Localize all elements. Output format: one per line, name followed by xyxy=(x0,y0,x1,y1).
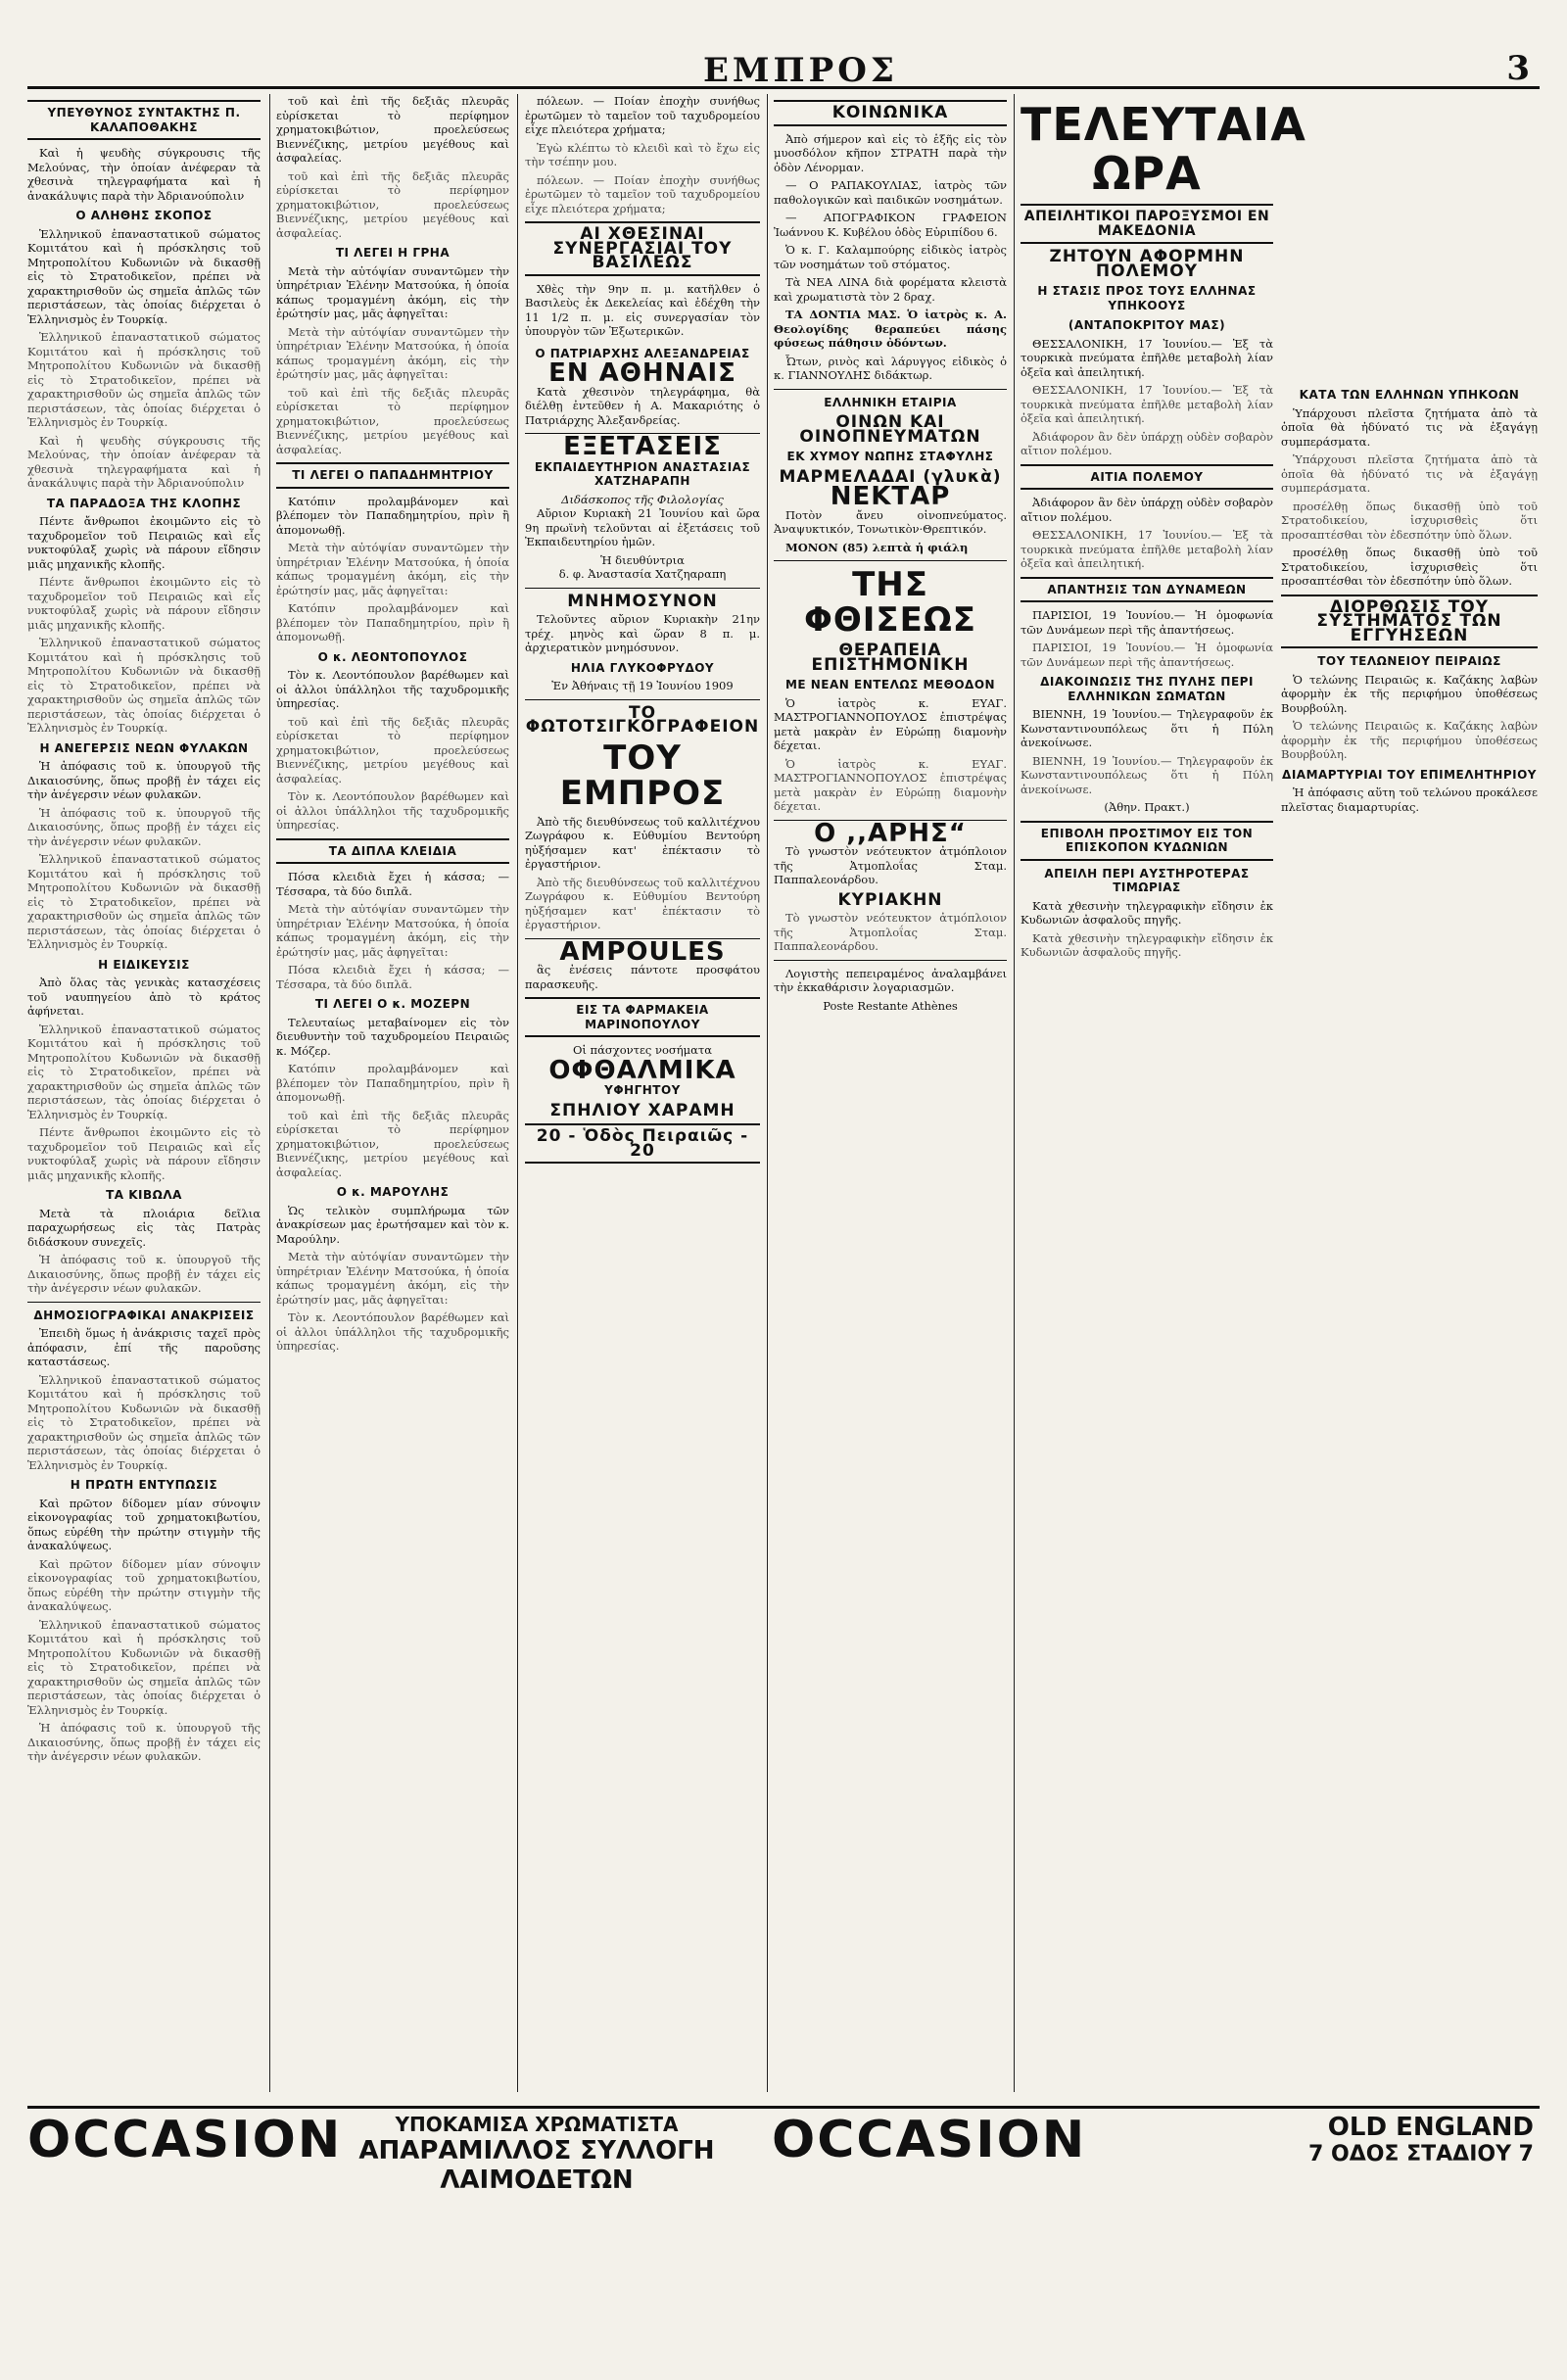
banner-right xyxy=(1308,2113,1534,2166)
article-paragraph: τοῦ καὶ ἐπὶ τῆς δεξιᾶς πλευρᾶς εὑρίσκεται τὸ περίφημον χρηματοκιβώτιον, προελεύσεως Βιεννέζικης, μετρίου μεγέθους καὶ ἀσφαλείας. xyxy=(276,385,509,456)
article-heading: Ο ΠΑΤΡΙΑΡΧΗΣ ΑΛΕΞΑΝΔΡΕΙΑΣ xyxy=(535,346,750,360)
column-rule xyxy=(767,94,768,2092)
article-heading: ΕΠΙΒΟΛΗ ΠΡΟΣΤΙΜΟΥ ΕΙΣ ΤΟΝ ΕΠΙΣΚΟΠΟΝ ΚΥΔΩΝΙΩΝ xyxy=(1021,821,1273,861)
signature: (Ἀθην. Πρακτ.) xyxy=(1104,800,1190,814)
article-paragraph: Μετὰ τὴν αὐτόψίαν συναντῶμεν τὴν ὑπηρέτριαν Ἑλένην Ματσούκα, ἡ ὁποία κάπως τρομαγμένη ἀκόμη, εἰς τὴν ἐρώτησίν μας, μᾶς ἀφηγεῖται: xyxy=(276,902,509,959)
article-paragraph: Μετὰ τὴν αὐτόψίαν συναντῶμεν τὴν ὑπηρέτριαν Ἑλένην Ματσούκα, ἡ ὁποία κάπως τρομαγμένη ἀκόμη, εἰς τὴν ἐρώτησίν μας, μᾶς ἀφηγεῖται: xyxy=(276,1250,509,1307)
ad-heading: ΤΗΣ ΦΘΙΣΕΩΣ xyxy=(803,565,977,640)
article-paragraph: ΠΑΡΙΣΙΟΙ, 19 Ἰουνίου.— Ἡ ὁμοφωνία τῶν Δυνάμεων περὶ τῆς ἀπαντήσεως. xyxy=(1021,608,1273,637)
bottom-banner-ad xyxy=(27,2106,1540,2195)
article-paragraph: Μετὰ τὴν αὐτόψίαν συναντῶμεν τὴν ὑπηρέτριαν Ἑλένην Ματσούκα, ἡ ὁποία κάπως τρομαγμένη ἀκόμη, εἰς τὴν ἐρώτησίν μας, μᾶς ἀφηγεῖται: xyxy=(276,263,509,320)
banner-middle xyxy=(331,2113,742,2195)
article-paragraph: Τελευταίως μεταβαίνομεν εἰς τὸν διευθυντὴν τοῦ ταχυδρομείου Πειραιῶς κ. Μόζερ. xyxy=(276,1015,509,1058)
article-paragraph: Ἀπὸ ὅλας τὰς γενικὰς κατασχέσεις τοῦ ναυπηγείου ἀπὸ τὸ κράτος ἀφήνεται. xyxy=(27,976,261,1018)
article-paragraph: Ἀδιάφορον ἂν δὲν ὑπάρχῃ οὐδὲν σοβαρὸν αἴτιον πολέμου. xyxy=(1021,429,1273,457)
editor-heading: ΥΠΕΥΘΥΝΟΣ ΣΥΝΤΑΚΤΗΣ Π. ΚΑΛΑΠΟΘΑΚΗΣ xyxy=(27,100,261,140)
article-heading: ΔΙΑΚΟΙΝΩΣΙΣ ΤΗΣ ΠΥΛΗΣ ΠΕΡΙ ΕΛΛΗΝΙΚΩΝ ΣΩΜΑΤΩΝ xyxy=(1040,675,1254,703)
article-heading: Ο κ. ΛΕΟΝΤΟΠΟΥΛΟΣ xyxy=(317,649,468,664)
article-paragraph: ΘΕΣΣΑΛΟΝΙΚΗ, 17 Ἰουνίου.— Ἐξ τὰ τουρκικὰ πνεύματα ἐπῆλθε μεταβολὴ λίαν ὀξεῖα καὶ ἀπειλητική. xyxy=(1021,336,1273,379)
article-paragraph: Πέντε ἄνθρωποι ἐκοιμῶντο εἰς τὸ ταχυδρομεῖον τοῦ Πειραιῶς καὶ εἷς νυκτοφύλαξ χωρὶς νὰ πάρουν εἴδησιν μιᾶς μηχανικῆς κλοπῆς. xyxy=(27,575,261,632)
article-paragraph: Χθὲς τὴν 9ην π. μ. κατῆλθεν ὁ Βασιλεὺς ἐκ Δεκελείας καὶ ἐδέχθη τὴν 11 1/2 π. μ. εἰς συνεργασίαν τὸν ὑπουργὸν τῶν Ἐξωτερικῶν. xyxy=(525,281,760,338)
article-paragraph: Ἡ ἀπόφασις τοῦ κ. ὑπουργοῦ τῆς Δικαιοσύνης, ὅπως προβῇ ἐν τάχει εἰς τὴν ἀνέγερσιν νέων φυλακῶν. xyxy=(27,1721,261,1763)
article-paragraph: Πόσα κλειδιὰ ἔχει ἡ κάσσα; — Τέσσαρα, τὰ δύο διπλᾶ. xyxy=(276,963,509,991)
column-4 xyxy=(774,94,1007,2092)
ad-text: Ὁ ἰατρὸς κ. ΕΥΑΓ. ΜΑΣΤΡΟΓΙΑΝΝΟΠΟΥΛΟΣ ἐπιστρέψας μετὰ μακρὰν ἐν Εὐρώπῃ διαμονὴν δέχεται. xyxy=(774,695,1007,752)
article-paragraph: Ἑλληνικοῦ ἐπαναστατικοῦ σώματος Κομιτάτου καὶ ἡ πρόσκλησις τοῦ Μητροπολίτου Κυδωνιῶν νὰ δικασθῇ εἰς τὸ Στρατοδικεῖον, πρέπει νὰ χαρακτηρισθοῦν ὡς σημεῖα ἀπλῶς τῶν περιστάσεων, τὰς ὁποίας διέρχεται ὁ Ἑλληνισμὸς ἐν Τουρκίᾳ. xyxy=(27,1372,261,1472)
article-paragraph: Τὸν κ. Λεοντόπουλον βαρέθωμεν καὶ οἱ ἀλλοι ὑπάλληλοι τῆς ταχυδρομικῆς ὑπηρεσίας. xyxy=(276,668,509,710)
article-paragraph: — Ο ΡΑΠΑΚΟΥΛΙΑΣ, ἰατρὸς τῶν παθολογικῶν καὶ παιδικῶν νοσημάτων. xyxy=(774,178,1007,207)
ad-subheading: ΥΦΗΓΗΤΟΥ xyxy=(604,1083,681,1097)
ad-heading: ΘΕΡΑΠΕΙΑ ΕΠΙΣΤΗΜΟΝΙΚΗ xyxy=(811,641,970,675)
article-heading: ΤΑ ΔΙΠΛΑ ΚΛΕΙΔΙΑ xyxy=(276,838,509,865)
column-5 xyxy=(1021,94,1306,2092)
ad-text: Ὁ ἰατρὸς κ. ΕΥΑΓ. ΜΑΣΤΡΟΓΙΑΝΝΟΠΟΥΛΟΣ ἐπιστρέψας μετὰ μακρὰν ἐν Εὐρώπῃ διαμονὴν δέχεται. xyxy=(774,756,1007,813)
column-rule xyxy=(269,94,270,2092)
article-paragraph: — ΑΠΟΓΡΑΦΙΚΟΝ ΓΡΑΦΕΙΟΝ Ἰωάννου Κ. Κυβέλου ὁδὸς Εὐριπίδου 6. xyxy=(774,211,1007,239)
article-paragraph: τοῦ καὶ ἐπὶ τῆς δεξιᾶς πλευρᾶς εὑρίσκεται τὸ περίφημον χρηματοκιβώτιον, προελεύσεως Βιεννέζικης, μετρίου μεγέθους καὶ ἀσφαλείας. xyxy=(276,714,509,785)
column-2 xyxy=(276,94,509,2092)
ad-subheading: ΕΚΠΑΙΔΕΥΤΗΡΙΟΝ ΑΝΑΣΤΑΣΙΑΣ ΧΑΤΖΗΑΡΑΠΗ xyxy=(534,459,751,488)
article-paragraph: Πέντε ἄνθρωποι ἐκοιμῶντο εἰς τὸ ταχυδρομεῖον τοῦ Πειραιῶς καὶ εἷς νυκτοφύλαξ χωρὶς νὰ πάρουν εἴδησιν μιᾶς μηχανικῆς κλοπῆς. xyxy=(27,514,261,571)
article-heading: ΚΑΤΑ ΤΩΝ ΕΛΛΗΝΩΝ ΥΠΗΚΟΩΝ xyxy=(1299,388,1520,402)
article-paragraph: Ὑπάρχουσι πλεῖστα ζητήματα ἀπὸ τὰ ὁποῖα θὰ ἠδύνατό τις νὰ ἐξαγάγῃ συμπεράσματα. xyxy=(1281,405,1538,449)
banner-occasion-center: OCCASION xyxy=(772,2111,1087,2169)
banner-occasion-left: OCCASION xyxy=(27,2111,343,2169)
headline-sub: Η ΣΤΑΣΙΣ ΠΡΟΣ ΤΟΥΣ ΕΛΛΗΝΑΣ ΥΠΗΚΟΟΥΣ xyxy=(1037,284,1257,312)
ad-heading: ΕΛΛΗΝΙΚΗ ΕΤΑΙΡΙΑ xyxy=(824,395,957,409)
article-paragraph: Ἡ ἀπόφασις τοῦ κ. ὑπουργοῦ τῆς Δικαιοσύνης, ὅπως προβῇ ἐν τάχει εἰς τὴν ἀνέγερσιν νέων φυλακῶν. xyxy=(27,759,261,801)
article-paragraph: Ἑλληνικοῦ ἐπαναστατικοῦ σώματος Κομιτάτου καὶ ἡ πρόσκλησις τοῦ Μητροπολίτου Κυδωνιῶν νὰ δικασθῇ εἰς τὸ Στρατοδικεῖον, πρέπει νὰ χαρακτηρισθοῦν ὡς σημεῖα ἀπλῶς τῶν περιστάσεων, τὰς ὁποίας διέρχεται ὁ Ἑλληνισμὸς ἐν Τουρκίᾳ. xyxy=(27,1617,261,1717)
article-heading: Ο κ. ΜΑΡΟΥΛΗΣ xyxy=(336,1185,450,1199)
ad-heading: ΟΦΘΑΛΜΙΚΑ xyxy=(548,1055,736,1085)
article-heading: Η ΕΙΔΙΚΕΥΣΙΣ xyxy=(98,957,190,972)
article-paragraph: Ἐπειδὴ ὅμως ἡ ἀνάκρισις ταχεῖ πρὸς ἀπόφασιν, ἐπί τῆς παροῦσης καταστάσεως. xyxy=(27,1326,261,1368)
article-paragraph: τοῦ καὶ ἐπὶ τῆς δεξιᾶς πλευρᾶς εὑρίσκεται τὸ περίφημον χρηματοκιβώτιον, προελεύσεως Βιεννέζικης, μετρίου μεγέθους καὶ ἀσφαλείας. xyxy=(276,168,509,240)
article-paragraph: Ἀπὸ σήμερον καὶ εἰς τὸ ἑξῆς εἰς τὸν μυοσδόλον κῆπον ΣΤΡΑΤΗ παρὰ τὴν ὁδὸν Λένορμαν. xyxy=(774,131,1007,174)
divider xyxy=(525,588,760,589)
article-paragraph: Καὶ πρῶτον δίδομεν μίαν σύνοψιν εἰκονογραφίας τοῦ χρηματοκιβωτίου, ὅπως εὑρέθη τὴν πρώτην στιγμὴν τῆς ἀνακαλύψεως. xyxy=(27,1496,261,1552)
ad-text: Οἱ πάσχοντες νοσήματα xyxy=(572,1043,713,1057)
ad-subheading: ΕΚ ΧΥΜΟΥ ΝΩΠΗΣ ΣΤΑΦΥΛΗΣ xyxy=(786,450,994,463)
article-paragraph: Ἡ ἀπόφασις τοῦ κ. ὑπουργοῦ τῆς Δικαιοσύνης, ὅπως προβῇ ἐν τάχει εἰς τὴν ἀνέγερσιν νέων φυλακῶν. xyxy=(27,1253,261,1295)
article-paragraph: Ἑλληνικοῦ ἐπαναστατικοῦ σώματος Κομιτάτου καὶ ἡ πρόσκλησις τοῦ Μητροπολίτου Κυδωνιῶν νὰ δικασθῇ εἰς τὸ Στρατοδικεῖον, πρέπει νὰ χαρακτηρισθοῦν ὡς σημεῖα ἀπλῶς τῶν περιστάσεων, τὰς ὁποίας διέρχεται ὁ Ἑλληνισμὸς ἐν Τουρκίᾳ. xyxy=(27,636,261,735)
divider xyxy=(774,960,1007,961)
article-paragraph: Ἡ ἀπόφασις τοῦ κ. ὑπουργοῦ τῆς Δικαιοσύνης, ὅπως προβῇ ἐν τάχει εἰς τὴν ἀνέγερσιν νέων φυλακῶν. xyxy=(27,805,261,848)
article-paragraph: πόλεων. — Ποίαν ἐποχὴν συνήθως ἐρωτῶμεν τὸ ταμεῖον τοῦ ταχυδρομείου εἶχε πλειότερα χρήματα; xyxy=(525,172,760,215)
divider xyxy=(774,560,1007,561)
article-paragraph: Μετὰ τὴν αὐτόψίαν συναντῶμεν τὴν ὑπηρέτριαν Ἑλένην Ματσούκα, ἡ ὁποία κάπως τρομαγμένη ἀκόμη, εἰς τὴν ἐρώτησίν μας, μᾶς ἀφηγεῖται: xyxy=(276,541,509,597)
ad-heading: Ο ,,ΑΡΗΣ“ xyxy=(814,818,967,848)
article-paragraph: Ὑπάρχουσι πλεῖστα ζητήματα ἀπὸ τὰ ὁποῖα θὰ ἠδύνατό τις νὰ ἐξαγάγῃ συμπεράσματα. xyxy=(1281,452,1538,495)
ad-heading: ΝΕΚΤΑΡ xyxy=(830,482,951,511)
ad-heading: ΕΞΕΤΑΣΕΙΣ xyxy=(563,432,722,461)
ad-heading: ΤΟ ΦΩΤΟΤΣΙΓΚΟΓΡΑΦΕΙΟΝ xyxy=(525,702,760,737)
article-paragraph: τοῦ καὶ ἐπὶ τῆς δεξιᾶς πλευρᾶς εὑρίσκεται τὸ περίφημον χρηματοκιβώτιον, προελεύσεως Βιεννέζικης, μετρίου μεγέθους καὶ ἀσφαλείας. xyxy=(276,1108,509,1179)
article-paragraph: Τὸν κ. Λεοντόπουλον βαρέθωμεν καὶ οἱ ἀλλοι ὑπάλληλοι τῆς ταχυδρομικῆς ὑπηρεσίας. xyxy=(276,789,509,832)
column-1 xyxy=(27,94,261,2092)
article-heading: ΑΠΑΝΤΗΣΙΣ ΤΩΝ ΔΥΝΑΜΕΩΝ xyxy=(1021,577,1273,603)
notice-text: Τελοῦντες αὔριον Κυριακὴν 21ην τρέχ. μηνὸς καὶ ὥραν 8 π. μ. ἀρχιερατικὸν μνημόσυνον. xyxy=(525,612,760,654)
ad-text: Poste Restante Athènes xyxy=(823,998,958,1013)
article-heading: ΤΑ ΚΙΒΩΛΑ xyxy=(106,1188,182,1202)
article-paragraph: Κατόπιν προλαμβάνομεν καὶ βλέπομεν τὸν Παπαδημητρίου, πρὶν ἢ ἀπομονωθῇ. xyxy=(276,494,509,537)
article-paragraph: Ἑλληνικοῦ ἐπαναστατικοῦ σώματος Κομιτάτου καὶ ἡ πρόσκλησις τοῦ Μητροπολίτου Κυδωνιῶν νὰ δικασθῇ εἰς τὸ Στρατοδικεῖον, πρέπει νὰ χαρακτηρισθοῦν ὡς σημεῖα ἀπλῶς τῶν περιστάσεων, τὰς ὁποίας διέρχεται ὁ Ἑλληνισμὸς ἐν Τουρκίᾳ. xyxy=(27,226,261,326)
article-heading: ΤΑ ΠΑΡΑΔΟΞΑ ΤΗΣ ΚΛΟΠΗΣ xyxy=(46,496,242,510)
notice-heading: ΜΝΗΜΟΣΥΝΟΝ xyxy=(567,591,718,611)
ad-text: Λογιστὴς πεπειραμένος ἀναλαμβάνει τὴν ἐκκαθάρισιν λογαριασμῶν. xyxy=(774,966,1007,994)
article-paragraph: Κατόπιν προλαμβάνομεν καὶ βλέπομεν τὸν Παπαδημητρίου, πρὶν ἢ ἀπομονωθῇ. xyxy=(276,1062,509,1104)
article-paragraph: Κατόπιν προλαμβάνομεν καὶ βλέπομεν τὸν Παπαδημητρίου, πρὶν ἢ ἀπομονωθῇ. xyxy=(276,601,509,643)
notice-date: Ἐν Ἀθήναις τῇ 19 Ἰουνίου 1909 xyxy=(551,679,734,692)
ad-text: Ἀπὸ τῆς διευθύνσεως τοῦ καλλιτέχνου Ζωγράφου κ. Εὐθυμίου Βεντούρη ηὐξήσαμεν κατ' ἐπέκτασιν τὸ ἐργαστήριον. xyxy=(525,875,760,931)
banner-line: ΥΠΟΚΑΜΙΣΑ ΧΡΩΜΑΤΙΣΤΑ xyxy=(395,2113,679,2136)
ad-subheading: ΜΕ ΝΕΑΝ ΕΝΤΕΛΩΣ ΜΕΘΟΔΟΝ xyxy=(784,678,996,691)
ad-text: Αὔριον Κυριακὴ 21 Ἰουνίου καὶ ὥρα 9η πρωϊνὴ τελοῦνται αἱ ἐξετάσεις τοῦ Ἐκπαιδευτηρίου ἡμῶν. xyxy=(525,506,760,548)
banner-address: 7 ΟΔΟΣ ΣΤΑΔΙΟΥ 7 xyxy=(1308,2142,1534,2166)
article-paragraph: Καὶ πρῶτον δίδομεν μίαν σύνοψιν εἰκονογραφίας τοῦ χρηματοκιβωτίου, ὅπως εὑρέθη τὴν πρώτην στιγμὴν τῆς ἀνακαλύψεως. xyxy=(27,1556,261,1613)
article-heading: ΤΙ ΛΕΓΕΙ Ο ΠΑΠΑΔΗΜΗΤΡΙΟΥ xyxy=(276,462,509,489)
article-paragraph: Ἑλληνικοῦ ἐπαναστατικοῦ σώματος Κομιτάτου καὶ ἡ πρόσκλησις τοῦ Μητροπολίτου Κυδωνιῶν νὰ δικασθῇ εἰς τὸ Στρατοδικεῖον, πρέπει νὰ χαρακτηρισθοῦν ὡς σημεῖα ἀπλῶς τῶν περιστάσεων, τὰς ὁποίας διέρχεται ὁ Ἑλληνισμὸς ἐν Τουρκίᾳ. xyxy=(27,852,261,951)
article-heading: Η ΑΝΕΓΕΡΣΙΣ ΝΕΩΝ ΦΥΛΑΚΩΝ xyxy=(39,740,249,755)
article-paragraph: ΒΙΕΝΝΗ, 19 Ἰουνίου.— Τηλεγραφοῦν ἐκ Κωνσταντινουπόλεως ὅτι ἡ Πύλη ἀνεκοίνωσε. xyxy=(1021,753,1273,796)
article-paragraph: πόλεων. — Ποίαν ἐποχὴν συνήθως ἐρωτῶμεν τὸ ταμεῖον τοῦ ταχυδρομείου εἶχε πλειότερα χρήματα; xyxy=(525,94,760,136)
article-paragraph: προσέλθῃ ὅπως δικασθῇ ὑπὸ τοῦ Στρατοδικείου, ἰσχυρισθεὶς ὅτι προσαπτέσθαι τὸν ἐδεσπότην ὑπὸ ὅλων. xyxy=(1281,546,1538,588)
article-paragraph: Ἀδιάφορον ἂν δὲν ὑπάρχῃ οὐδὲν σοβαρὸν αἴτιον πολέμου. xyxy=(1021,496,1273,524)
ad-heading: ΟΙΝΩΝ ΚΑΙ ΟΙΝΟΠΝΕΥΜΑΤΩΝ xyxy=(799,412,981,447)
article-heading: Η ΠΡΩΤΗ ΕΝΤΥΠΩΣΙΣ xyxy=(70,1478,218,1492)
article-paragraph: προσέλθῃ ὅπως δικασθῇ ὑπὸ τοῦ Στρατοδικείου, ἰσχυρισθεὶς ὅτι προσαπτέσθαι τὸν ἐδεσπότην ὑπὸ ὅλων. xyxy=(1281,499,1538,542)
ad-text: ΜΟΝΟΝ (85) λεπτὰ ἡ φιάλη xyxy=(785,540,969,554)
article-paragraph: Ἑλληνικοῦ ἐπαναστατικοῦ σώματος Κομιτάτου καὶ ἡ πρόσκλησις τοῦ Μητροπολίτου Κυδωνιῶν νὰ δικασθῇ εἰς τὸ Στρατοδικεῖον, πρέπει νὰ χαρακτηρισθοῦν ὡς σημεῖα ἀπλῶς τῶν περιστάσεων, τὰς ὁποίας διέρχεται ὁ Ἑλληνισμὸς ἐν Τουρκίᾳ. xyxy=(27,1022,261,1121)
newspaper-page xyxy=(27,0,1540,2197)
headline: ΤΕΛΕΥΤΑΙΑ ΩΡΑ xyxy=(1021,98,1306,200)
article-paragraph: Πόσα κλειδιὰ ἔχει ἡ κάσσα; — Τέσσαρα, τὰ δύο διπλᾶ. xyxy=(276,870,509,898)
article-heading: ΕΝ ΑΘΗΝΑΙΣ xyxy=(548,358,736,388)
article-heading: ΑΙ ΧΘΕΣΙΝΑΙ ΣΥΝΕΡΓΑΣΙΑΙ ΤΟΥ ΒΑΣΙΛΕΩΣ xyxy=(525,221,760,276)
ad-heading: AMPOULES xyxy=(559,936,726,967)
byline: (ΑΝΤΑΠΟΚΡΙΤΟΥ ΜΑΣ) xyxy=(1068,318,1226,332)
article-paragraph: Ἡ ἀπόφασις αὕτη τοῦ τελώνου προκάλεσε πλεῖστας διαμαρτυρίας. xyxy=(1281,785,1538,814)
article-paragraph: Ὁ τελώνης Πειραιῶς κ. Καζάκης λαβὼν ἀφορμὴν ἐκ τῆς περιφήμου ὑποθέσεως Βουρβούλη. xyxy=(1281,672,1538,715)
article-paragraph: ΤΑ ΔΟΝΤΙΑ ΜΑΣ. Ὁ ἰατρὸς κ. Α. Θεολογίδης θεραπεύει πάσης φύσεως πάθησιν ὀδόντων. xyxy=(774,308,1007,350)
divider xyxy=(27,1302,261,1303)
ad-heading: ΤΟΥ ΕΜΠΡΟΣ xyxy=(559,738,726,813)
ad-subheading: ΚΥΡΙΑΚΗΝ xyxy=(837,889,943,910)
page-number: 3 xyxy=(1506,49,1530,88)
article-paragraph: Πέντε ἄνθρωποι ἐκοιμῶντο εἰς τὸ ταχυδρομεῖον τοῦ Πειραιῶς καὶ εἷς νυκτοφύλαξ χωρὶς νὰ πάρουν εἴδησιν μιᾶς μηχανικῆς κλοπῆς. xyxy=(27,1125,261,1182)
column-rule xyxy=(517,94,518,2092)
divider xyxy=(774,389,1007,390)
article-paragraph: Καὶ ἡ ψευδὴς σύγκρουσις τῆς Μελούνας, τὴν ὁποίαν ἀνέφεραν τὰ χθεσινὰ τηλεγραφήματα καὶ ἡ ἀνακάλυψις παρὰ τὴν Ἀδριανούπολιν xyxy=(27,433,261,490)
article-heading: ΔΙΟΡΘΩΣΙΣ ΤΟΥ ΣΥΣΤΗΜΑΤΟΣ ΤΩΝ ΕΓΓΥΗΣΕΩΝ xyxy=(1281,595,1538,649)
newspaper-title: ΕΜΠΡΟΣ xyxy=(703,51,898,90)
article-paragraph: Κατὰ χθεσινὴν τηλεγραφικὴν εἴδησιν ἐκ Κυδωνιῶν ἀσφαλοῦς πηγῆς. xyxy=(1021,898,1273,927)
ad-address: 20 - Ὁδὸς Πειραιῶς - 20 xyxy=(525,1123,760,1164)
ad-text: Ἀπὸ τῆς διευθύνσεως τοῦ καλλιτέχνου Ζωγράφου κ. Εὐθυμίου Βεντούρη ηὐξήσαμεν κατ' ἐπέκτασιν τὸ ἐργαστήριον. xyxy=(525,814,760,871)
article-heading: ΤΙ ΛΕΓΕΙ Ο κ. ΜΟΖΕΡΝ xyxy=(314,997,471,1011)
ad-subheading: ΣΠΗΛΙΟΥ ΧΑΡΑΜΗ xyxy=(549,1100,736,1120)
column-rule xyxy=(1014,94,1015,2092)
article-paragraph: Καὶ ἡ ψευδὴς σύγκρουσις τῆς Μελούνας, τὴν ὁποίαν ἀνέφεραν τὰ χθεσινὰ τηλεγραφήματα καὶ ἡ ἀνακάλυψις παρὰ τὴν Ἀδριανούπολιν xyxy=(27,146,261,203)
article-paragraph: τοῦ καὶ ἐπὶ τῆς δεξιᾶς πλευρᾶς εὑρίσκεται τὸ περίφημον χρηματοκιβώτιον, προελεύσεως Βιεννέζικης, μετρίου μεγέθους καὶ ἀσφαλείας. xyxy=(276,94,509,165)
article-paragraph: ΘΕΣΣΑΛΟΝΙΚΗ, 17 Ἰουνίου.— Ἐξ τὰ τουρκικὰ πνεύματα ἐπῆλθε μεταβολὴ λίαν ὀξεῖα καὶ ἀπειλητική. xyxy=(1021,528,1273,570)
article-paragraph: Ὁ τελώνης Πειραιῶς κ. Καζάκης λαβὼν ἀφορμὴν ἐκ τῆς περιφήμου ὑποθέσεως Βουρβούλη. xyxy=(1281,719,1538,761)
article-paragraph: ΒΙΕΝΝΗ, 19 Ἰουνίου.— Τηλεγραφοῦν ἐκ Κωνσταντινουπόλεως ὅτι ἡ Πύλη ἀνεκοίνωσε. xyxy=(1021,707,1273,749)
headline-sub: ΑΠΕΙΛΗΤΙΚΟΙ ΠΑΡΟΞΥΣΜΟΙ ΕΝ ΜΑΚΕΔΟΝΙΑ xyxy=(1021,204,1273,244)
article-heading: ΤΙ ΛΕΓΕΙ Η ΓΡΗΑ xyxy=(335,246,451,260)
section-heading: ΚΟΙΝΩΝΙΚΑ xyxy=(774,100,1007,126)
ad-text: Ποτὸν ἄνευ οἰνοπνεύματος. Ἀναψυκτικόν, Τονωτικὸν·Θρεπτικόν. xyxy=(774,507,1007,536)
article-paragraph: Κατὰ χθεσινὸν τηλεγράφημα, θὰ διέλθῃ ἐντεῦθεν ἡ Α. Μακαριότης ὁ Πατριάρχης Ἀλεξανδρείας. xyxy=(525,384,760,427)
article-paragraph: Ὦτων, ρινὸς καὶ λάρυγγος εἰδικὸς ὁ κ. ΓΙΑΝΝΟΥΛΗΣ διδάκτωρ. xyxy=(774,354,1007,382)
article-paragraph: Τὸν κ. Λεοντόπουλον βαρέθωμεν καὶ οἱ ἀλλοι ὑπάλληλοι τῆς ταχυδρομικῆς ὑπηρεσίας. xyxy=(276,1310,509,1353)
ad-subheading: Διδάσκοπος τῆς Φιλολογίας xyxy=(561,492,724,506)
article-heading: ΔΙΑΜΑΡΤΥΡΙΑΙ ΤΟΥ ΕΠΙΜΕΛΗΤΗΡΙΟΥ xyxy=(1282,767,1537,782)
ad-text: ἃς ἐνέσεις πάντοτε προσφάτου παρασκευῆς. xyxy=(525,963,760,991)
notice-subheading: ΗΛΙΑ ΓΛΥΚΟΦΡΥΔΟΥ xyxy=(570,660,715,675)
banner-line: ΑΠΑΡΑΜΙΛΛΟΣ ΣΥΛΛΟΓΗ ΛΑΙΜΟΔΕΤΩΝ xyxy=(358,2136,715,2195)
column-3 xyxy=(525,94,760,2092)
divider xyxy=(525,699,760,700)
signature: Ἡ διευθύντρια xyxy=(600,552,685,567)
article-heading: Ο ΑΛΗΘΗΣ ΣΚΟΠΟΣ xyxy=(75,209,213,222)
article-paragraph: Τὰ ΝΕΑ ΛΙΝΑ διὰ φορέματα κλειστὰ καὶ χρωματιστὰ τὸν 2 δραχ. xyxy=(774,275,1007,304)
article-subheading: ΑΠΕΙΛΗ ΠΕΡΙ ΑΥΣΤΗΡΟΤΕΡΑΣ ΤΙΜΩΡΙΑΣ xyxy=(1044,866,1250,894)
ad-heading: ΜΑΡΜΕΛΑΔΑΙ (γλυκὰ) xyxy=(779,466,1002,487)
article-paragraph: Ὡς τελικὸν συμπλήρωμα τῶν ἀνακρίσεων μας ἐρωτήσαμεν καὶ τὸν κ. Μαρούλην. xyxy=(276,1203,509,1246)
article-paragraph: ΘΕΣΣΑΛΟΝΙΚΗ, 17 Ἰουνίου.— Ἐξ τὰ τουρκικὰ πνεύματα ἐπῆλθε μεταβολὴ λίαν ὀξεῖα καὶ ἀπειλητική. xyxy=(1021,383,1273,425)
article-heading: ΔΗΜΟΣΙΟΓΡΑΦΙΚΑΙ ΑΝΑΚΡΙΣΕΙΣ xyxy=(33,1308,255,1322)
banner-shop-name: OLD ENGLAND xyxy=(1327,2113,1534,2142)
article-subheading: ΤΟΥ ΤΕΛΩΝΕΙΟΥ ΠΕΙΡΑΙΩΣ xyxy=(1317,654,1501,668)
article-heading: ΑΙΤΙΑ ΠΟΛΕΜΟΥ xyxy=(1021,464,1273,491)
ad-text: Τὸ γνωστὸν νεότευκτον ἀτμόπλοιον τῆς Ἀτμοπλοΐας Σταμ. Παππαλεονάρδου. xyxy=(774,911,1007,953)
article-paragraph: Ἐγὼ κλέπτω τὸ κλειδὶ καὶ τὸ ἔχω εἰς τὴν τσέπην μου. xyxy=(525,140,760,168)
headline-sub: ΖΗΤΟΥΝ ΑΦΟΡΜΗΝ ΠΟΛΕΜΟΥ xyxy=(1049,247,1245,281)
ad-text: Τὸ γνωστὸν νεότευκτον ἀτμόπλοιον τῆς Ἀτμοπλοΐας Σταμ. Παππαλεονάρδου. xyxy=(774,844,1007,886)
article-paragraph: Ἑλληνικοῦ ἐπαναστατικοῦ σώματος Κομιτάτου καὶ ἡ πρόσκλησις τοῦ Μητροπολίτου Κυδωνιῶν νὰ δικασθῇ εἰς τὸ Στρατοδικεῖον, πρέπει νὰ χαρακτηρισθοῦν ὡς σημεῖα ἀπλῶς τῶν περιστάσεων, τὰς ὁποίας διέρχεται ὁ Ἑλληνισμὸς ἐν Τουρκίᾳ. xyxy=(27,330,261,429)
article-paragraph: Κατὰ χθεσινὴν τηλεγραφικὴν εἴδησιν ἐκ Κυδωνιῶν ἀσφαλοῦς πηγῆς. xyxy=(1021,930,1273,959)
signature: δ. φ. Ἀναστασία Χατζηαραπη xyxy=(558,567,727,581)
column-6 xyxy=(1281,382,1538,2380)
article-paragraph: Μετὰ τὰ πλοιάρια δεῖλια παραχωρήσεως εἰς τὰς Πατρὰς διδάσκουν συνεχεῖς. xyxy=(27,1206,261,1249)
article-paragraph: Μετὰ τὴν αὐτόψίαν συναντῶμεν τὴν ὑπηρέτριαν Ἑλένην Ματσούκα, ἡ ὁποία κάπως τρομαγμένη ἀκόμη, εἰς τὴν ἐρώτησίν μας, μᾶς ἀφηγεῖται: xyxy=(276,324,509,381)
article-paragraph: ΠΑΡΙΣΙΟΙ, 19 Ἰουνίου.— Ἡ ὁμοφωνία τῶν Δυνάμεων περὶ τῆς ἀπαντήσεως. xyxy=(1021,641,1273,669)
masthead xyxy=(27,47,1540,89)
ad-subheading: ΕΙΣ ΤΑ ΦΑΡΜΑΚΕΙΑ ΜΑΡΙΝΟΠΟΥΛΟΥ xyxy=(525,997,760,1037)
article-paragraph: Ὁ κ. Γ. Καλαμπούρης εἰδικὸς ἰατρὸς τῶν νοσημάτων τοῦ στόματος. xyxy=(774,243,1007,271)
